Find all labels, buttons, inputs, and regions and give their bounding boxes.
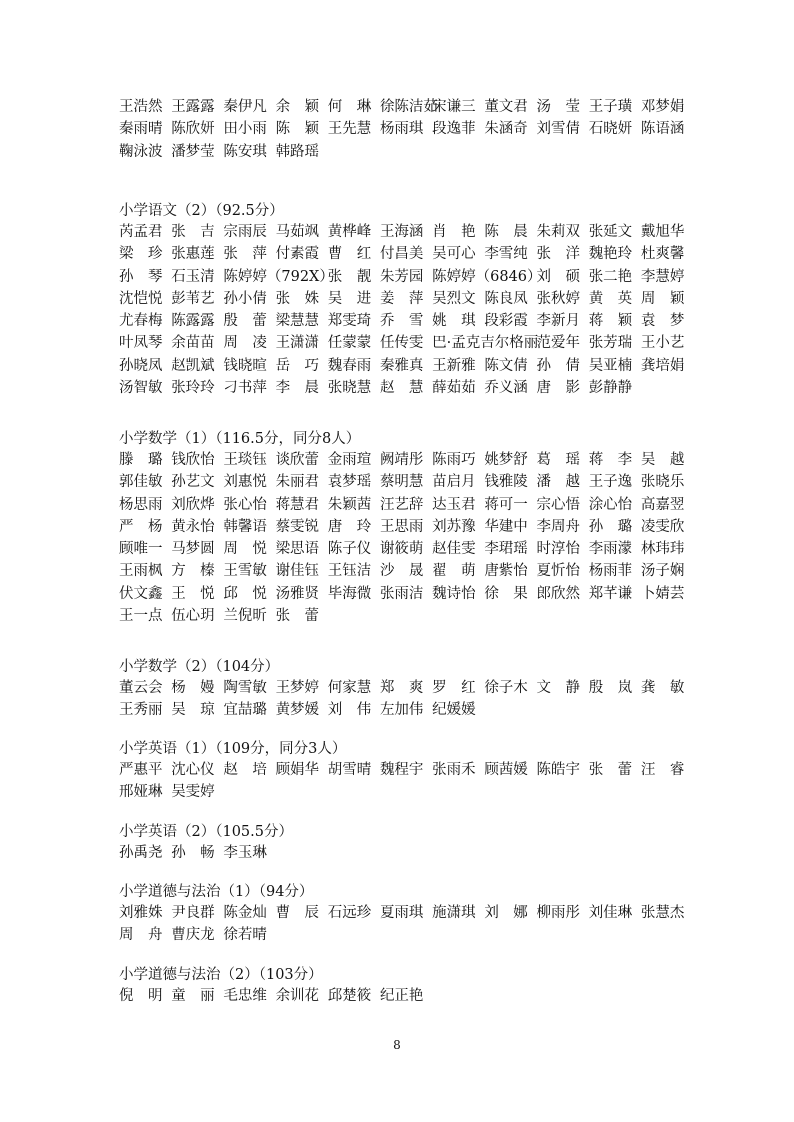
name-cell: 薛茹茹 <box>432 380 476 397</box>
name-cell: 杨雨琪 <box>379 121 424 138</box>
name-cell: 朱芳园 <box>379 268 424 285</box>
name-cell: 邢娅琳 <box>119 784 163 801</box>
name-cell: 文 静 <box>536 680 580 696</box>
name-cell: 郎欣然 <box>536 585 580 602</box>
name-cell: 王梦婷 <box>275 680 320 696</box>
name-cell: 童 丽 <box>171 988 215 1004</box>
name-cell: 魏诗怡 <box>432 585 476 602</box>
name-cell: 彭苇艺 <box>171 290 215 307</box>
section-heading: 小学数学（2）（104分） <box>119 659 280 675</box>
name-cell: 唐紫怡 <box>484 563 528 580</box>
name-cell: 葛 瑶 <box>536 452 580 468</box>
name-cell: 周 舟 <box>119 927 163 944</box>
name-cell: 李 晨 <box>275 380 320 397</box>
name-cell: 柳雨彤 <box>536 905 580 921</box>
name-list <box>119 842 694 864</box>
name-cell: 宋谦三 <box>432 99 476 115</box>
name-cell: 金雨瑄 <box>327 452 372 468</box>
name-cell: 滕 璐 <box>119 452 163 468</box>
name-cell: 翟 萌 <box>432 563 476 580</box>
name-cell: 杜爽馨 <box>640 246 685 263</box>
name-cell: 郑芊谦 <box>588 585 633 602</box>
name-cell: 杨雨菲 <box>588 563 633 580</box>
name-cell: 毛忠维 <box>223 988 267 1004</box>
name-cell: 郑 爽 <box>379 680 424 696</box>
name-cell: 蒋 颖 <box>588 313 633 330</box>
name-cell: 余苗苗 <box>171 335 215 352</box>
name-cell: 曹庆龙 <box>171 927 215 944</box>
name-cell: 陈婷婷（792X） <box>223 268 334 285</box>
name-cell: 范爱年 <box>536 335 580 352</box>
name-cell: 殷 蕾 <box>223 313 267 330</box>
name-cell: 孙 倩 <box>536 357 580 374</box>
name-cell: 潘梦莹 <box>171 143 215 160</box>
name-cell: 刘 娜 <box>484 905 528 921</box>
name-cell: 张 吉 <box>171 224 215 240</box>
name-cell: 董云会 <box>119 680 163 696</box>
name-cell: 汪艺辞 <box>379 496 424 513</box>
name-cell: 倪 明 <box>119 988 163 1004</box>
name-cell: 王潇潇 <box>275 335 320 352</box>
name-cell: 姚梦舒 <box>484 452 528 468</box>
name-cell: 沈恺悦 <box>119 290 163 307</box>
name-cell: 芮孟君 <box>119 224 163 240</box>
name-cell: 段逸菲 <box>432 121 476 138</box>
name-cell: 蒋慧君 <box>275 496 320 513</box>
name-cell: 张 蕾 <box>275 608 320 625</box>
name-cell: 朱丽君 <box>275 474 320 491</box>
name-cell: 顾茜媛 <box>484 762 528 778</box>
name-cell: 刘欣烨 <box>171 496 215 513</box>
list-section-chinese-2 <box>119 201 694 399</box>
name-list <box>119 902 694 947</box>
name-cell: 张雨禾 <box>432 762 476 778</box>
name-cell: 宗雨辰 <box>223 224 267 240</box>
name-cell: 纪正艳 <box>379 988 424 1004</box>
name-cell: 蔡明慧 <box>379 474 424 491</box>
name-cell: 徐 果 <box>484 585 528 602</box>
name-cell: 陶雪敏 <box>223 680 267 696</box>
name-cell: 张晓乐 <box>640 474 685 491</box>
name-cell: 肖 艳 <box>432 224 476 240</box>
section-heading: 小学道德与法治（2）（103分） <box>119 967 323 983</box>
name-cell: 朱涵奇 <box>484 121 528 138</box>
name-cell: 沙 晟 <box>379 563 424 580</box>
name-list <box>119 985 694 1007</box>
list-section-english-1 <box>119 739 694 804</box>
name-cell: 余 颖 <box>275 99 320 115</box>
name-cell: 王露露 <box>171 99 215 115</box>
name-cell: 鞠泳波 <box>119 143 163 160</box>
name-cell: 卜婧芸 <box>640 585 685 602</box>
name-cell: 张芳瑞 <box>588 335 633 352</box>
name-cell: 黄梦媛 <box>275 702 320 719</box>
name-cell: 钱晓暄 <box>223 357 267 374</box>
name-cell: 吴 琼 <box>171 702 215 719</box>
list-section-math-1 <box>119 429 694 627</box>
name-cell: 赵 培 <box>223 762 267 778</box>
name-cell: 马梦圆 <box>171 541 215 558</box>
name-cell: 李雪纯 <box>484 246 528 263</box>
name-cell: 陈欣妍 <box>171 121 215 138</box>
name-cell: 孙小倩 <box>223 290 267 307</box>
name-cell: 罗 红 <box>432 680 476 696</box>
name-cell: 段彩霞 <box>484 313 528 330</box>
name-cell: 王小艺 <box>640 335 685 352</box>
name-cell: 张心怡 <box>223 496 267 513</box>
name-cell: 梁思语 <box>275 541 320 558</box>
name-cell: 吴雯婷 <box>171 784 215 801</box>
list-section-morality-2 <box>119 965 694 1007</box>
name-cell: 王思雨 <box>379 518 424 535</box>
name-cell: 汤智敏 <box>119 380 163 397</box>
name-cell: 乔义涵 <box>484 380 528 397</box>
name-cell: 张 萍 <box>223 246 267 263</box>
section-heading: 小学语文（2）（92.5分） <box>119 203 284 219</box>
name-cell: 孙禹尧 <box>119 845 163 861</box>
name-cell: 林玮玮 <box>640 541 685 558</box>
name-cell: 邱 悦 <box>223 585 267 602</box>
name-cell: 孙艺文 <box>171 474 215 491</box>
section-heading: 小学英语（1）（109分，同分3人） <box>119 741 347 757</box>
name-cell: 赵凯斌 <box>171 357 215 374</box>
name-cell: 杨思雨 <box>119 496 163 513</box>
name-cell: 纪媛媛 <box>432 702 476 719</box>
section-heading: 小学英语（2）（105.5分） <box>119 824 293 840</box>
name-cell: 陈婷婷（6846） <box>432 268 542 285</box>
name-cell: 龚 敏 <box>640 680 685 696</box>
name-cell: 李珺瑶 <box>484 541 528 558</box>
name-cell: 曹 红 <box>327 246 372 263</box>
name-cell: 郑雯琦 <box>327 313 372 330</box>
name-cell: 尹良群 <box>171 905 215 921</box>
name-cell: 邓梦娟 <box>640 99 685 115</box>
name-cell: 赵佳雯 <box>432 541 476 558</box>
name-cell: 任蒙蒙 <box>327 335 372 352</box>
name-cell: 谢筱萌 <box>379 541 424 558</box>
name-cell: 何家慧 <box>327 680 372 696</box>
name-cell: 宜喆璐 <box>223 702 267 719</box>
name-cell: 魏程宇 <box>379 762 424 778</box>
name-cell: 黄永怡 <box>171 518 215 535</box>
name-cell: 任传雯 <box>379 335 424 352</box>
name-list <box>119 221 694 399</box>
name-cell: 石晓妍 <box>588 121 633 138</box>
name-cell: 徐若晴 <box>223 927 267 944</box>
name-cell: 蒋可一 <box>484 496 528 513</box>
name-cell: 田小雨 <box>223 121 267 138</box>
name-cell: 尤春梅 <box>119 313 163 330</box>
name-cell: 王雨枫 <box>119 563 163 580</box>
name-cell: 王子璜 <box>588 99 633 115</box>
name-cell: 刘苏豫 <box>432 518 476 535</box>
name-cell: 陈 晨 <box>484 224 528 240</box>
name-cell: 石远珍 <box>327 905 372 921</box>
name-cell: 左加伟 <box>379 702 424 719</box>
name-cell: 陈安琪 <box>223 143 267 160</box>
name-cell: 戴旭华 <box>640 224 685 240</box>
name-cell: 毕海微 <box>327 585 372 602</box>
name-cell: 周 悦 <box>223 541 267 558</box>
name-cell: 涂心怡 <box>588 496 633 513</box>
name-cell: 袁 梦 <box>640 313 685 330</box>
name-cell: 伏文鑫 <box>119 585 163 602</box>
name-cell: 吴亚楠 <box>588 357 633 374</box>
name-cell: 汤雅贤 <box>275 585 320 602</box>
name-cell: 汤子娴 <box>640 563 685 580</box>
name-cell: 王琰钰 <box>223 452 267 468</box>
name-cell: 刘惠悦 <box>223 474 267 491</box>
name-cell: 张 靓 <box>327 268 372 285</box>
name-cell: 王一点 <box>119 608 163 625</box>
name-cell: 施潇琪 <box>432 905 476 921</box>
name-cell: 张玲玲 <box>171 380 215 397</box>
name-cell: 朱莉双 <box>536 224 580 240</box>
name-cell: 陈金灿 <box>223 905 267 921</box>
name-cell: 余训花 <box>275 988 320 1004</box>
name-cell: 张 姝 <box>275 290 320 307</box>
name-cell: 杨 嫚 <box>171 680 215 696</box>
name-cell: 黄 英 <box>588 290 633 307</box>
name-cell: 韩馨语 <box>223 518 267 535</box>
name-cell: 马茹飒 <box>275 224 320 240</box>
name-cell: 董文君 <box>484 99 528 115</box>
name-cell: 夏雨琪 <box>379 905 424 921</box>
name-cell: 巴·孟克吉尔格丽 <box>432 335 539 352</box>
list-section-english-2 <box>119 822 694 864</box>
name-cell: 王子逸 <box>588 474 633 491</box>
name-cell: 何 琳 <box>327 99 372 115</box>
name-cell: 顾唯一 <box>119 541 163 558</box>
name-cell: 汪 睿 <box>640 762 685 778</box>
name-cell: 陈语涵 <box>640 121 685 138</box>
name-cell: 殷 岚 <box>588 680 633 696</box>
section-heading: 小学数学（1）（116.5分，同分8人） <box>119 431 361 447</box>
name-cell: 张慧杰 <box>640 905 685 921</box>
name-cell: 王新雅 <box>432 357 476 374</box>
name-cell: 阙靖彤 <box>379 452 424 468</box>
name-cell: 袁梦瑶 <box>327 474 372 491</box>
name-cell: 彭静静 <box>588 380 633 397</box>
name-cell: 姜 萍 <box>379 290 424 307</box>
name-cell: 蔡雯锐 <box>275 518 320 535</box>
name-cell: 陈文倩 <box>484 357 528 374</box>
name-cell: 张惠莲 <box>171 246 215 263</box>
name-cell: 唐 影 <box>536 380 580 397</box>
name-cell: 高嘉翌 <box>640 496 685 513</box>
name-cell: 达玉君 <box>432 496 476 513</box>
name-cell: 韩路瑶 <box>275 143 320 160</box>
name-cell: 张晓慧 <box>327 380 372 397</box>
name-cell: 龚培娟 <box>640 357 685 374</box>
name-cell: 秦雅真 <box>379 357 424 374</box>
name-cell: 周 颖 <box>640 290 685 307</box>
name-cell: 李玉琳 <box>223 845 267 861</box>
name-cell: 岳 巧 <box>275 357 320 374</box>
name-cell: 李雨濛 <box>588 541 633 558</box>
name-cell: 陈露露 <box>171 313 215 330</box>
name-cell: 张雨洁 <box>379 585 424 602</box>
name-cell: 张二艳 <box>588 268 633 285</box>
name-list <box>119 759 694 804</box>
name-cell: 刘 硕 <box>536 268 580 285</box>
name-cell: 刘雅姝 <box>119 905 163 921</box>
name-cell: 孙 畅 <box>171 845 215 861</box>
list-section-morality-1 <box>119 882 694 947</box>
name-cell: 王雪敏 <box>223 563 267 580</box>
name-cell: 梁 珍 <box>119 246 163 263</box>
name-cell: 潘 越 <box>536 474 580 491</box>
name-cell-spacer <box>484 332 536 354</box>
name-cell: 梁慧慧 <box>275 313 320 330</box>
name-cell: 吴烈文 <box>432 290 476 307</box>
page-number: 8 <box>393 1038 401 1052</box>
name-cell: 谢佳钰 <box>275 563 320 580</box>
name-cell: 宗心悟 <box>536 496 580 513</box>
name-cell: 王钰洁 <box>327 563 372 580</box>
name-cell: 姚 琪 <box>432 313 476 330</box>
name-cell: 蒋 李 <box>588 452 633 468</box>
name-cell: 吴 进 <box>327 290 372 307</box>
name-cell: 苗启月 <box>432 474 476 491</box>
name-cell: 顾娟华 <box>275 762 320 778</box>
name-cell: 严 杨 <box>119 518 163 535</box>
name-cell: 付昌美 <box>379 246 424 263</box>
name-cell: 秦雨晴 <box>119 121 163 138</box>
name-cell: 徐子木 <box>484 680 528 696</box>
name-cell: 钱欣怡 <box>171 452 215 468</box>
name-cell: 吴 越 <box>640 452 685 468</box>
name-cell: 凌雯欣 <box>640 518 685 535</box>
name-cell: 刘 伟 <box>327 702 372 719</box>
name-cell: 王先慧 <box>327 121 372 138</box>
name-cell: 郭佳敏 <box>119 474 163 491</box>
name-cell: 伍心玥 <box>171 608 215 625</box>
name-cell: 夏忻怡 <box>536 563 580 580</box>
name-cell: 方 榛 <box>171 563 215 580</box>
name-cell: 谈欣蕾 <box>275 452 320 468</box>
name-cell: 陈皓宇 <box>536 762 580 778</box>
name-cell: 周 凌 <box>223 335 267 352</box>
name-cell: 付素霞 <box>275 246 320 263</box>
name-cell: 唐 玲 <box>327 518 372 535</box>
name-cell: 张 洋 <box>536 246 580 263</box>
name-cell: 华建中 <box>484 518 528 535</box>
name-cell: 徐陈洁茹 <box>379 99 438 115</box>
name-cell: 张 蕾 <box>588 762 633 778</box>
list-section-math-2 <box>119 657 694 722</box>
name-cell-spacer <box>484 266 536 288</box>
name-cell: 陈子仪 <box>327 541 372 558</box>
name-cell: 王海涵 <box>379 224 424 240</box>
name-cell: 魏春雨 <box>327 357 372 374</box>
name-cell: 汤 莹 <box>536 99 580 115</box>
name-cell: 李新月 <box>536 313 580 330</box>
name-cell: 刘雪倩 <box>536 121 580 138</box>
name-cell: 赵 慧 <box>379 380 424 397</box>
name-cell: 孙晓凤 <box>119 357 163 374</box>
name-cell: 时淳怡 <box>536 541 580 558</box>
name-cell: 魏艳玲 <box>588 246 633 263</box>
name-cell: 吴可心 <box>432 246 476 263</box>
name-cell: 刁书萍 <box>223 380 267 397</box>
section-heading: 小学道德与法治（1）（94分） <box>119 884 314 900</box>
name-list <box>119 96 694 163</box>
name-cell: 严惠平 <box>119 762 163 778</box>
name-cell: 刘佳琳 <box>588 905 633 921</box>
name-cell: 王秀丽 <box>119 702 163 719</box>
name-cell: 黄桦峰 <box>327 224 372 240</box>
name-cell: 乔 雪 <box>379 313 424 330</box>
name-cell: 兰倪昕 <box>223 608 267 625</box>
name-cell: 邱楚筱 <box>327 988 372 1004</box>
name-cell: 孙 璐 <box>588 518 633 535</box>
name-cell: 叶凤琴 <box>119 335 163 352</box>
name-cell: 王浩然 <box>119 99 163 115</box>
name-cell: 王 悦 <box>171 585 215 602</box>
list-section-continued <box>119 96 694 163</box>
name-cell: 沈心仪 <box>171 762 215 778</box>
name-cell: 陈 颖 <box>275 121 320 138</box>
name-cell: 张延文 <box>588 224 633 240</box>
name-cell-spacer <box>276 266 328 288</box>
name-cell: 李慧婷 <box>640 268 685 285</box>
name-cell: 张秋婷 <box>536 290 580 307</box>
name-cell: 李周舟 <box>536 518 580 535</box>
name-list <box>119 677 694 722</box>
name-cell: 朱颖茜 <box>327 496 372 513</box>
name-cell: 曹 辰 <box>275 905 320 921</box>
name-cell: 钱雅陵 <box>484 474 528 491</box>
name-cell: 陈良凤 <box>484 290 528 307</box>
name-cell: 秦伊凡 <box>223 99 267 115</box>
name-cell: 石玉清 <box>171 268 215 285</box>
name-cell: 陈雨巧 <box>432 452 476 468</box>
name-cell: 胡雪晴 <box>327 762 372 778</box>
name-cell: 孙 琴 <box>119 268 163 285</box>
name-list <box>119 449 694 627</box>
